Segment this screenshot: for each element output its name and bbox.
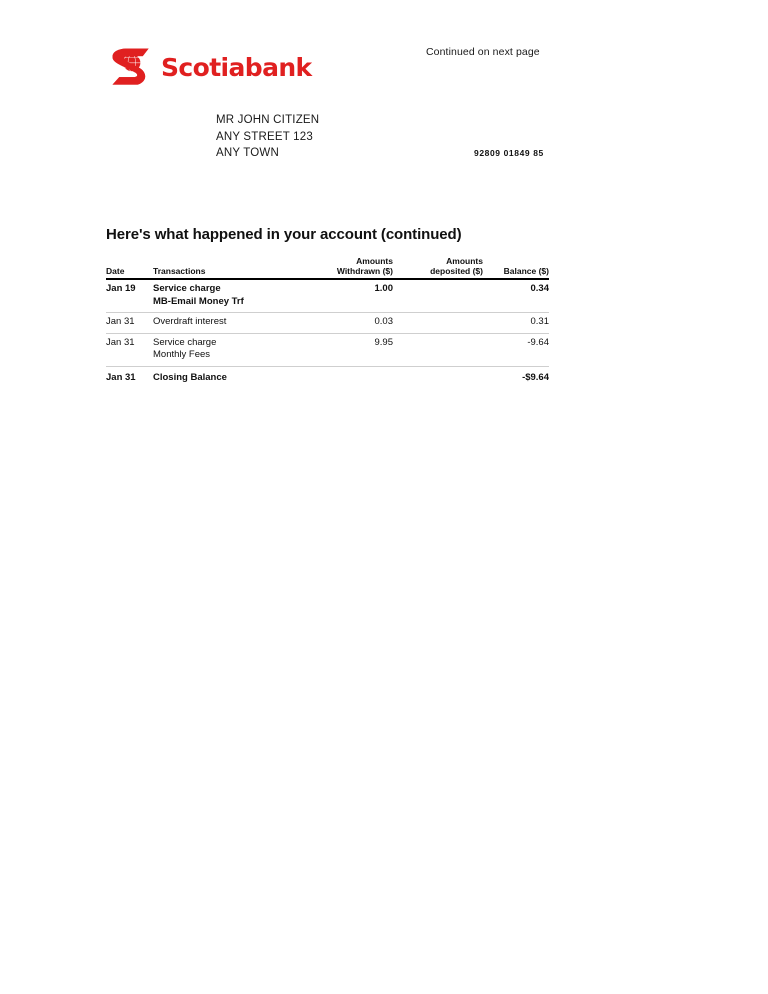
customer-address — [216, 112, 319, 162]
cell-date: Jan 31 — [106, 371, 136, 383]
transaction-line2: Monthly Fees — [153, 349, 211, 360]
transaction-line1: Service charge — [153, 283, 221, 294]
table-header-row — [106, 256, 549, 279]
column-header-balance: Balance ($) — [483, 256, 549, 279]
cell-balance: 0.31 — [483, 313, 549, 334]
cell-withdrawn — [301, 366, 393, 388]
column-header-deposited — [393, 256, 483, 279]
cell-transaction — [153, 279, 301, 313]
transaction-line1: Service charge — [153, 336, 217, 348]
continued-note: Continued on next page — [426, 46, 540, 58]
transactions-table — [106, 256, 549, 388]
transaction-line1: Overdraft interest — [153, 316, 227, 327]
column-header-withdrawn-line1: Amounts — [356, 256, 393, 266]
cell-withdrawn: 0.03 — [301, 313, 393, 334]
brand-wordmark: Scotiabank — [161, 52, 312, 82]
column-header-date: Date — [106, 256, 153, 279]
customer-name: MR JOHN CITIZEN — [216, 114, 320, 126]
transaction-line2: MB-Email Money Trf — [153, 295, 244, 307]
cell-date: Jan 31 — [106, 333, 153, 366]
column-header-deposited-line1: Amounts — [446, 256, 483, 266]
cell-date: Jan 31 — [106, 313, 153, 334]
cell-transaction — [153, 333, 301, 366]
cell-withdrawn: 1.00 — [301, 279, 393, 313]
column-header-deposited-line2: deposited ($) — [430, 266, 483, 276]
cell-withdrawn: 9.95 — [301, 333, 393, 366]
cell-transaction — [153, 313, 301, 334]
column-header-withdrawn-line2: Withdrawn ($) — [336, 266, 393, 276]
table-row — [106, 333, 549, 366]
page-title: Here's what happened in your account (continued) — [106, 226, 462, 243]
customer-street: ANY STREET 123 — [216, 130, 313, 143]
scotiabank-globe-s-icon — [110, 46, 152, 88]
cell-transaction: Closing Balance — [153, 371, 227, 383]
cell-balance: -9.64 — [483, 333, 549, 366]
cell-balance: -$9.64 — [522, 371, 549, 383]
cell-balance: 0.34 — [483, 279, 549, 313]
cell-deposited — [393, 333, 483, 366]
table-row — [106, 279, 549, 313]
account-number: 92809 01849 85 — [474, 148, 544, 158]
cell-deposited — [393, 279, 483, 313]
customer-city: ANY TOWN — [216, 147, 279, 159]
scotiabank-logo — [110, 46, 312, 88]
cell-deposited — [393, 313, 483, 334]
cell-date: Jan 19 — [106, 279, 153, 313]
column-header-transactions: Transactions — [153, 256, 301, 279]
cell-deposited — [393, 366, 483, 388]
table-row — [106, 313, 549, 334]
closing-balance-row — [106, 366, 549, 388]
column-header-withdrawn — [301, 256, 393, 279]
